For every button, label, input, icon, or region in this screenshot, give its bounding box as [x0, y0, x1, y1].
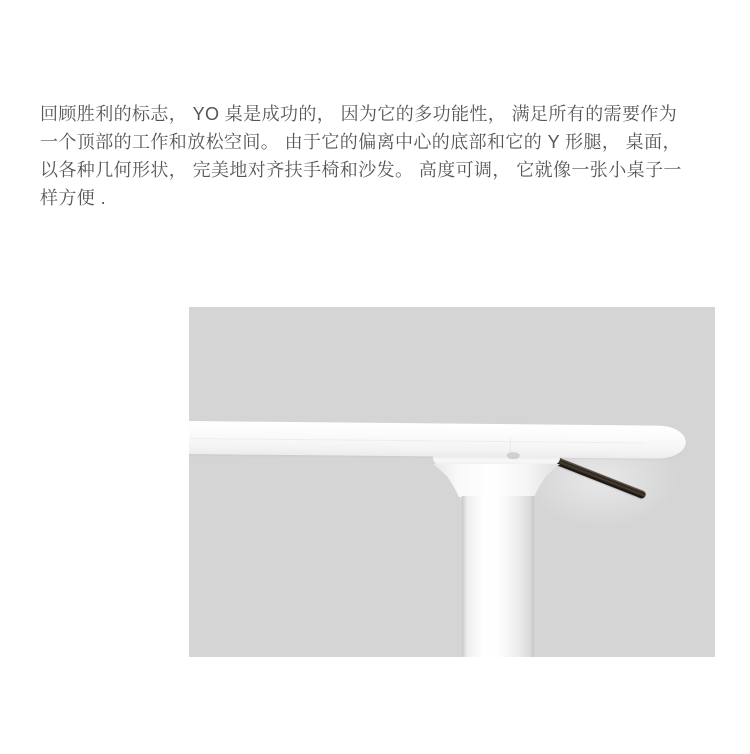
- pedestal-column: [462, 496, 534, 657]
- tabletop-edge-seam: [189, 438, 645, 443]
- product-photo: [189, 307, 715, 657]
- description-line-2: 一个顶部的工作和放松空间。 由于它的偏离中心的底部和它的 Y 形腿， 桌面，: [40, 132, 681, 152]
- product-description: [40, 100, 712, 212]
- description-line-4: 样方便 .: [40, 188, 107, 208]
- mount-screw: [507, 452, 520, 459]
- description-line-3: 以各种几何形状， 完美地对齐扶手椅和沙发。 高度可调， 它就像一张小桌子一: [40, 160, 682, 180]
- description-line-1: 回顾胜利的标志， YO 桌是成功的， 因为它的多功能性， 满足所有的需要作为: [40, 104, 678, 124]
- tabletop: [189, 421, 686, 459]
